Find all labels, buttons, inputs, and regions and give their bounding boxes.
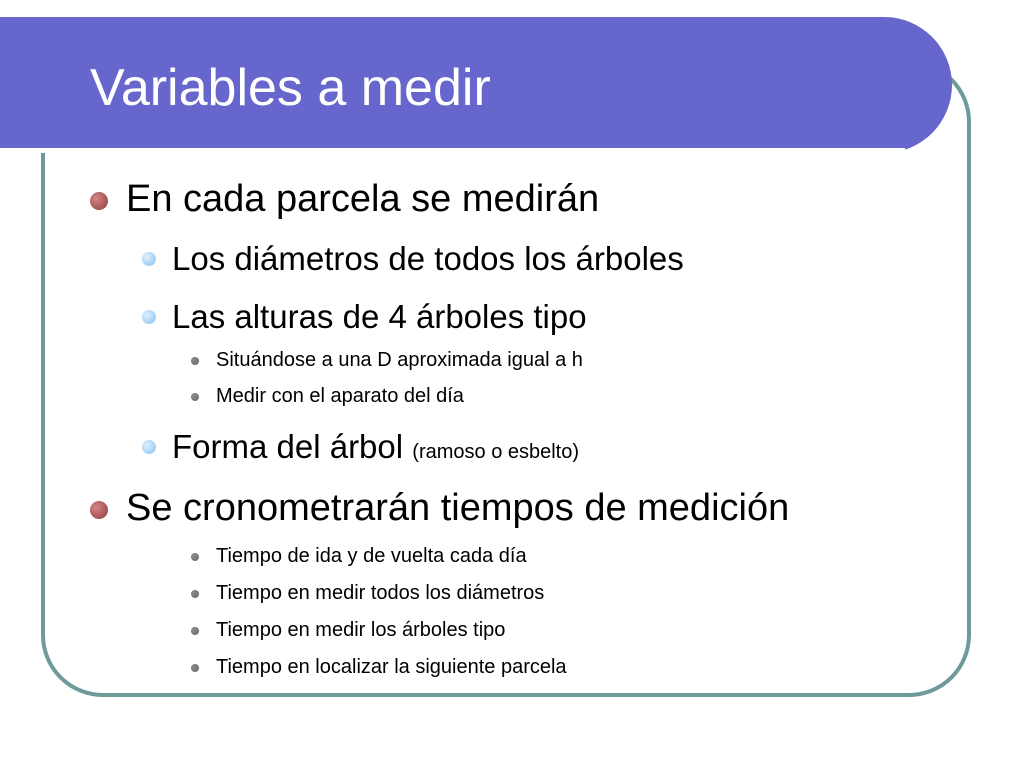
bullet-dot-icon <box>191 664 199 672</box>
slide-title: Variables a medir <box>90 59 491 117</box>
bullet-note: (ramoso o esbelto) <box>412 441 580 463</box>
bullet-dot-icon <box>90 501 108 519</box>
bullet-text: Se cronometrarán tiempos de medición <box>126 487 790 529</box>
sub-bullet-item <box>172 240 684 278</box>
sub-sub-bullet-item <box>216 656 567 679</box>
title-underline <box>0 148 905 153</box>
bullet-dot-icon <box>191 357 199 365</box>
bullet-text: En cada parcela se medirán <box>126 178 600 220</box>
bullet-text: Situándose a una D aproximada igual a h <box>216 349 583 371</box>
bullet-dot-icon <box>191 627 199 635</box>
bullet-text: Medir con el aparato del día <box>216 385 464 407</box>
sub-sub-bullet-item <box>216 385 464 408</box>
sub-bullet-item <box>172 428 579 466</box>
sub-sub-bullet-item <box>216 582 544 605</box>
bullet-item <box>126 487 789 530</box>
bullet-text: Las alturas de 4 árboles tipo <box>172 298 587 335</box>
bullet-dot-icon <box>90 192 108 210</box>
bullet-dot-icon <box>191 590 199 598</box>
sub-sub-bullet-item <box>216 619 505 642</box>
bullet-text: Forma del árbol <box>172 428 404 465</box>
bullet-dot-icon <box>142 440 156 454</box>
bullet-text: Los diámetros de todos los árboles <box>172 240 684 277</box>
bullet-dot-icon <box>142 310 156 324</box>
sub-sub-bullet-item <box>216 545 527 568</box>
bullet-dot-icon <box>191 553 199 561</box>
sub-sub-bullet-item <box>216 349 583 372</box>
bullet-text: Tiempo de ida y de vuelta cada día <box>216 545 527 567</box>
bullet-text: Tiempo en medir los árboles tipo <box>216 619 506 641</box>
bullet-item <box>126 178 599 221</box>
bullet-text: Tiempo en localizar la siguiente parcela <box>216 656 567 678</box>
bullet-dot-icon <box>142 252 156 266</box>
sub-bullet-item <box>172 298 587 336</box>
bullet-dot-icon <box>191 393 199 401</box>
bullet-text: Tiempo en medir todos los diámetros <box>216 582 545 604</box>
